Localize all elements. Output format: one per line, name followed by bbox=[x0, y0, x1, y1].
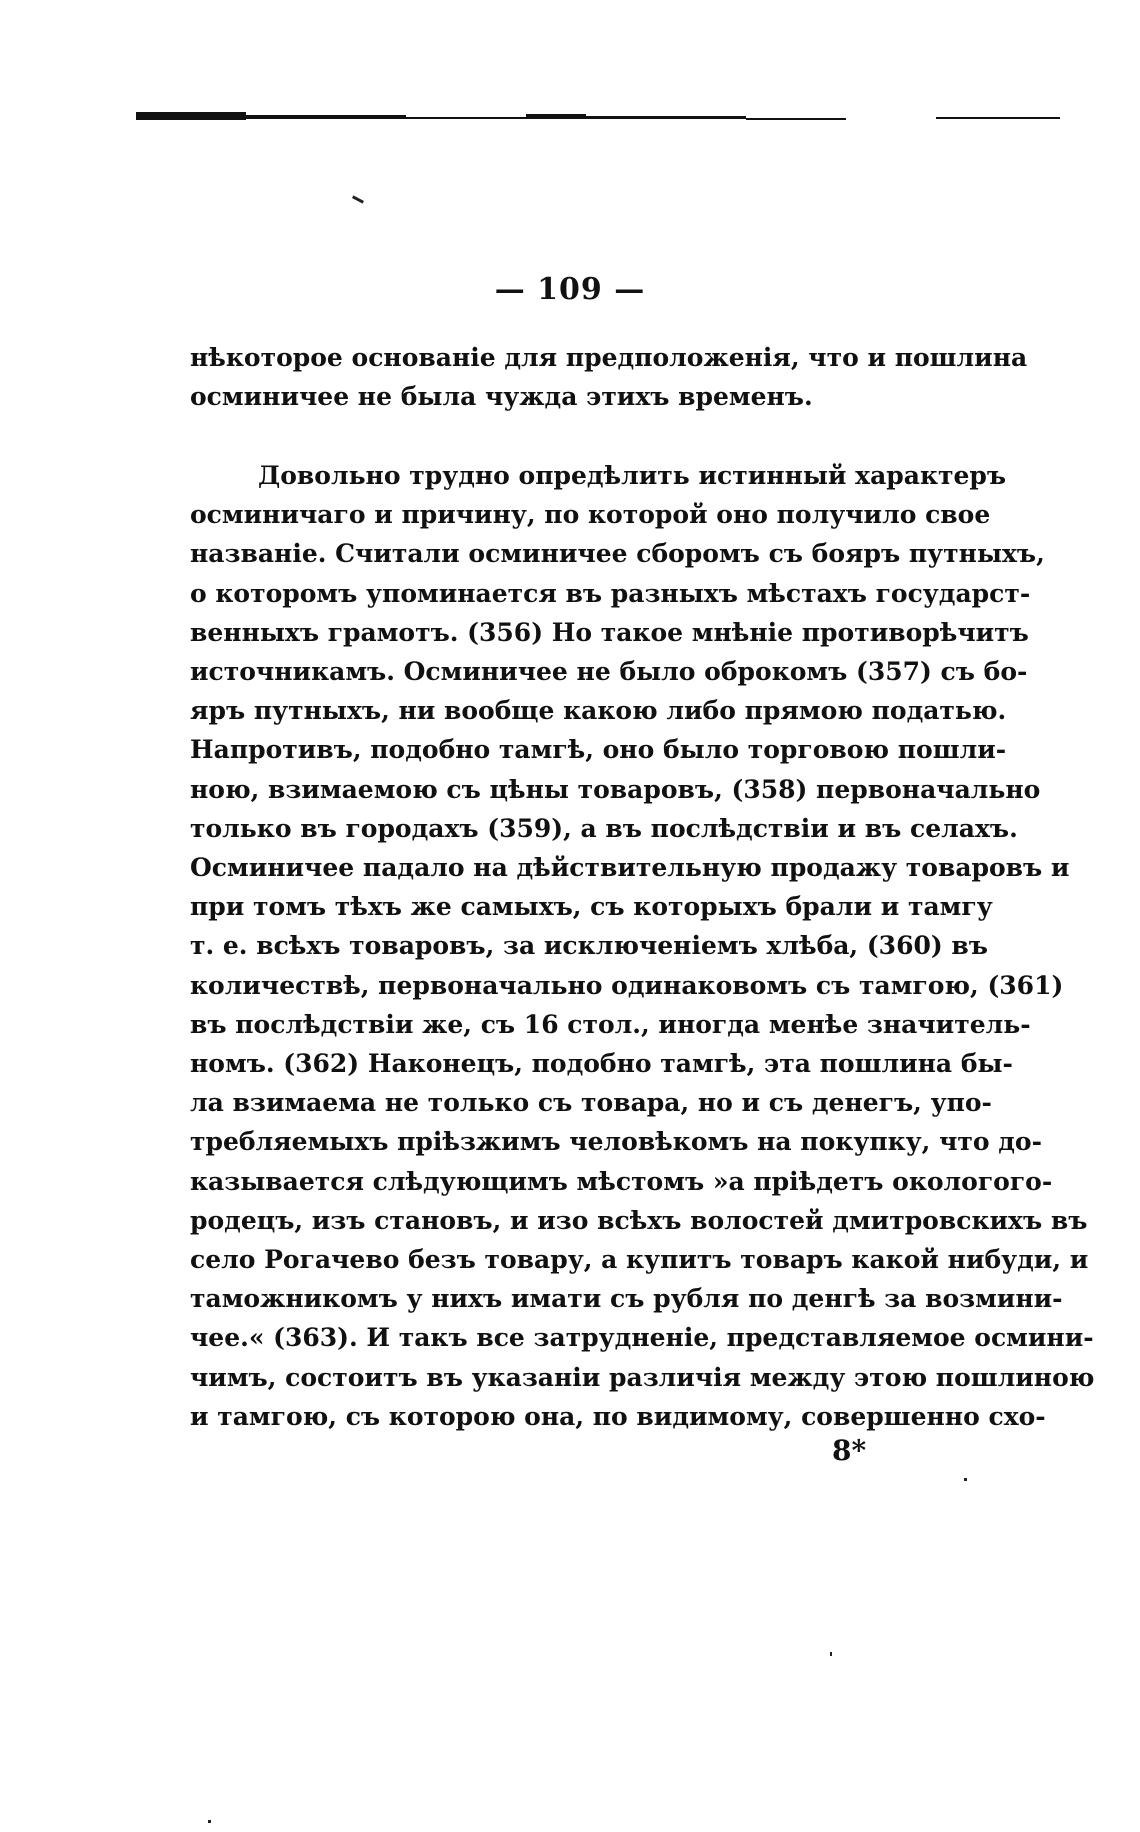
text-line: таможникомъ у нихъ имати съ рубля по денгѣ за возмини- bbox=[190, 1284, 1063, 1314]
text-line: количествѣ, первоначально одинаковомъ съ тамгою, (361) bbox=[190, 970, 1064, 1000]
text-line: ла взимаема не только съ товара, но и съ денегъ, упо- bbox=[190, 1088, 992, 1118]
text-line: чимъ, состоитъ въ указаніи различія между этою пошлиною bbox=[190, 1362, 1095, 1392]
text-line: въ послѣдствіи же, съ 16 стол., иногда менѣе значитель- bbox=[190, 1009, 1031, 1039]
scan-mark-top bbox=[352, 195, 364, 203]
scan-edge-rule bbox=[136, 112, 1060, 122]
text-line: источникамъ. Осминичее не было оброкомъ (357) съ бо- bbox=[190, 657, 1028, 687]
text-line: казывается слѣдующимъ мѣстомъ »а пріѣдетъ окологого- bbox=[190, 1166, 1053, 1196]
text-line: нѣкоторое основаніе для предположенія, что и пошлина bbox=[190, 343, 1028, 372]
text-line: осминичаго и причину, по которой оно получило свое bbox=[190, 500, 991, 530]
scan-speck-right bbox=[964, 1478, 967, 1481]
text-line: яръ путныхъ, ни вообще какою либо прямою податью. bbox=[190, 696, 1007, 726]
text-line: Осминичее падало на дѣйствительную продажу товаровъ и bbox=[190, 853, 1070, 883]
text-line: чее.« (363). И такъ все затрудненіе, представляемое осмини- bbox=[190, 1323, 1094, 1353]
text-line: родецъ, изъ становъ, и изо всѣхъ волостей дмитровскихъ въ bbox=[190, 1205, 1088, 1235]
text-line: т. е. всѣхъ товаровъ, за исключеніемъ хлѣба, (360) въ bbox=[190, 931, 988, 961]
text-line: осминичее не была чужда этихъ временъ. bbox=[190, 382, 813, 412]
text-line: Напротивъ, подобно тамгѣ, оно было торговою пошли- bbox=[190, 735, 1007, 765]
text-line: ною, взимаемою съ цѣны товаровъ, (358) первоначально bbox=[190, 774, 1041, 804]
text-line: и тамгою, съ которою она, по видимому, совершенно схо- bbox=[190, 1401, 1046, 1431]
scan-speck-lower-left bbox=[208, 1820, 211, 1823]
text-line: при томъ тѣхъ же самыхъ, съ которыхъ брали и тамгу bbox=[190, 892, 993, 922]
text-line: только въ городахъ (359), а въ послѣдствіи и въ селахъ. bbox=[190, 813, 1018, 843]
signature-mark: 8* bbox=[832, 1434, 867, 1467]
scan-speck-mid bbox=[830, 1652, 832, 1656]
text-line: село Рогачево безъ товару, а купитъ товаръ какой нибуди, и bbox=[190, 1245, 1089, 1275]
text-line: о которомъ упоминается въ разныхъ мѣстахъ государст- bbox=[190, 578, 1031, 608]
text-line: номъ. (362) Наконецъ, подобно тамгѣ, эта пошлина бы- bbox=[190, 1049, 1013, 1079]
text-line: венныхъ грамотъ. (356) Но такое мнѣніе противорѣчитъ bbox=[190, 617, 1029, 647]
text-line: названіе. Считали осминичее сборомъ съ бояръ путныхъ, bbox=[190, 539, 1045, 569]
intro-paragraph bbox=[190, 338, 1028, 416]
main-paragraph bbox=[190, 456, 1095, 1436]
text-line: требляемыхъ пріѣзжимъ человѣкомъ на покупку, что до- bbox=[190, 1127, 1042, 1157]
text-line: Довольно трудно опредѣлить истинный характеръ bbox=[258, 461, 1007, 490]
page-number: — 109 — bbox=[494, 272, 646, 307]
